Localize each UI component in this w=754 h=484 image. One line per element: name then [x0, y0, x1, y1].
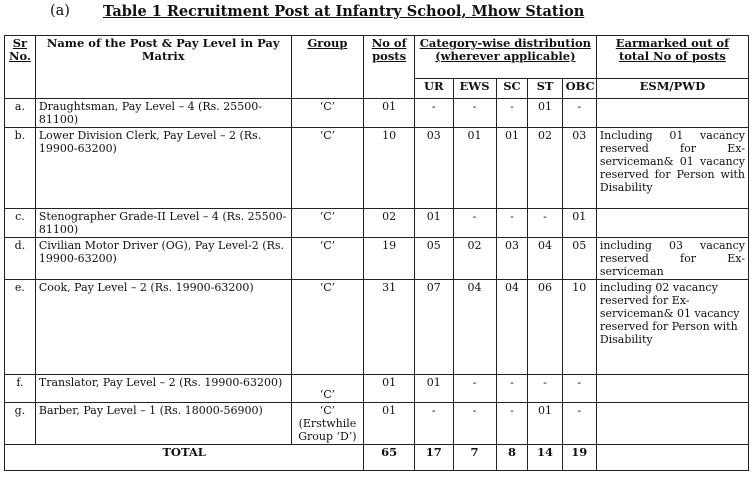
remark-cell: Including 01 vacancy reserved for Ex-serviceman& 01 vacancy reserved for Person with Disability [596, 128, 748, 209]
sc-cell: - [496, 99, 528, 128]
table-row [5, 280, 749, 375]
st-header: ST [528, 79, 562, 99]
sr-cell: f. [5, 375, 36, 403]
post-name-cell: Civilian Motor Driver (OG), Pay Level-2 (Rs. 19900-63200) [35, 238, 291, 280]
sc-cell: - [496, 403, 528, 445]
ur-header: UR [414, 79, 453, 99]
sr-cell: e. [5, 280, 36, 375]
sc-cell: 01 [496, 128, 528, 209]
ews-cell: - [453, 375, 496, 403]
total-st: 14 [528, 445, 562, 471]
group-cell: ‘C’ [291, 99, 364, 128]
obc-cell: - [562, 403, 596, 445]
header-row-1 [5, 36, 749, 79]
st-cell: - [528, 375, 562, 403]
obc-cell: 01 [562, 209, 596, 238]
posts-cell: 02 [364, 209, 415, 238]
sc-header: SC [496, 79, 528, 99]
obc-cell: 03 [562, 128, 596, 209]
sr-cell: b. [5, 128, 36, 209]
ews-cell: 01 [453, 128, 496, 209]
earmarked-header: Earmarked out of total No of posts [596, 36, 748, 79]
posts-cell: 19 [364, 238, 415, 280]
sc-cell: - [496, 209, 528, 238]
post-name-cell: Translator, Pay Level – 2 (Rs. 19900-63200) [35, 375, 291, 403]
posts-cell: 01 [364, 403, 415, 445]
sr-cell: g. [5, 403, 36, 445]
sr-cell: c. [5, 209, 36, 238]
remark-cell [596, 209, 748, 238]
ur-cell: - [414, 403, 453, 445]
posts-cell: 01 [364, 99, 415, 128]
total-obc: 19 [562, 445, 596, 471]
post-name-cell: Lower Division Clerk, Pay Level – 2 (Rs. 19900-63200) [35, 128, 291, 209]
table-row [5, 209, 749, 238]
group-cell: ‘C’ [291, 280, 364, 375]
posts-header: No of posts [364, 36, 415, 99]
posts-cell: 31 [364, 280, 415, 375]
ews-cell: - [453, 209, 496, 238]
ur-cell: - [414, 99, 453, 128]
st-cell: 01 [528, 403, 562, 445]
posts-cell: 01 [364, 375, 415, 403]
sr-cell: a. [5, 99, 36, 128]
table-title: Table 1 Recruitment Post at Infantry School, Mhow Station [103, 3, 585, 20]
ews-cell: - [453, 99, 496, 128]
post-name-cell: Draughtsman, Pay Level – 4 (Rs. 25500-81100) [35, 99, 291, 128]
obc-cell: - [562, 99, 596, 128]
sc-cell: - [496, 375, 528, 403]
table-row [5, 403, 749, 445]
post-name-cell: Stenographer Grade-II Level – 4 (Rs. 25500-81100) [35, 209, 291, 238]
obc-cell: 10 [562, 280, 596, 375]
remark-cell [596, 375, 748, 403]
total-row [5, 445, 749, 471]
sc-cell: 04 [496, 280, 528, 375]
remark-cell [596, 99, 748, 128]
total-remark-cell [596, 445, 748, 471]
ur-cell: 03 [414, 128, 453, 209]
st-cell: 02 [528, 128, 562, 209]
obc-header: OBC [562, 79, 596, 99]
st-cell: 06 [528, 280, 562, 375]
remark-cell: including 02 vacancy reserved for Ex-serviceman& 01 vacancy reserved for Person with Disability [596, 280, 748, 375]
esm-pwd-header: ESM/PWD [596, 79, 748, 99]
posts-cell: 10 [364, 128, 415, 209]
table-heading [10, 2, 750, 24]
obc-cell: 05 [562, 238, 596, 280]
category-header: Category-wise distribution (wherever applicable) [414, 36, 596, 79]
post-name-cell: Cook, Pay Level – 2 (Rs. 19900-63200) [35, 280, 291, 375]
ews-header: EWS [453, 79, 496, 99]
group-cell: ‘C’ (Erstwhile Group ‘D’) [291, 403, 364, 445]
sc-cell: 03 [496, 238, 528, 280]
ur-cell: 01 [414, 375, 453, 403]
table-row [5, 375, 749, 403]
obc-cell: - [562, 375, 596, 403]
group-cell: ‘C’ [291, 238, 364, 280]
ews-cell: - [453, 403, 496, 445]
sr-no-header: Sr No. [5, 36, 36, 99]
group-header: Group [291, 36, 364, 99]
post-name-cell: Barber, Pay Level – 1 (Rs. 18000-56900) [35, 403, 291, 445]
group-cell: ‘C’ [291, 209, 364, 238]
table-row [5, 128, 749, 209]
total-posts: 65 [364, 445, 415, 471]
ews-cell: 02 [453, 238, 496, 280]
ews-cell: 04 [453, 280, 496, 375]
ur-cell: 07 [414, 280, 453, 375]
total-ews: 7 [453, 445, 496, 471]
group-cell: ‘C’ [291, 375, 364, 403]
section-marker: (a) [50, 3, 70, 19]
table-row [5, 99, 749, 128]
total-sc: 8 [496, 445, 528, 471]
sr-cell: d. [5, 238, 36, 280]
table-row [5, 238, 749, 280]
total-label: TOTAL [5, 445, 364, 471]
st-cell: - [528, 209, 562, 238]
st-cell: 01 [528, 99, 562, 128]
recruitment-table [4, 35, 749, 471]
remark-cell: including 03 vacancy reserved for Ex-serviceman [596, 238, 748, 280]
post-name-header: Name of the Post & Pay Level in Pay Matrix [35, 36, 291, 99]
ur-cell: 05 [414, 238, 453, 280]
ur-cell: 01 [414, 209, 453, 238]
group-cell: ‘C’ [291, 128, 364, 209]
st-cell: 04 [528, 238, 562, 280]
remark-cell [596, 403, 748, 445]
total-ur: 17 [414, 445, 453, 471]
